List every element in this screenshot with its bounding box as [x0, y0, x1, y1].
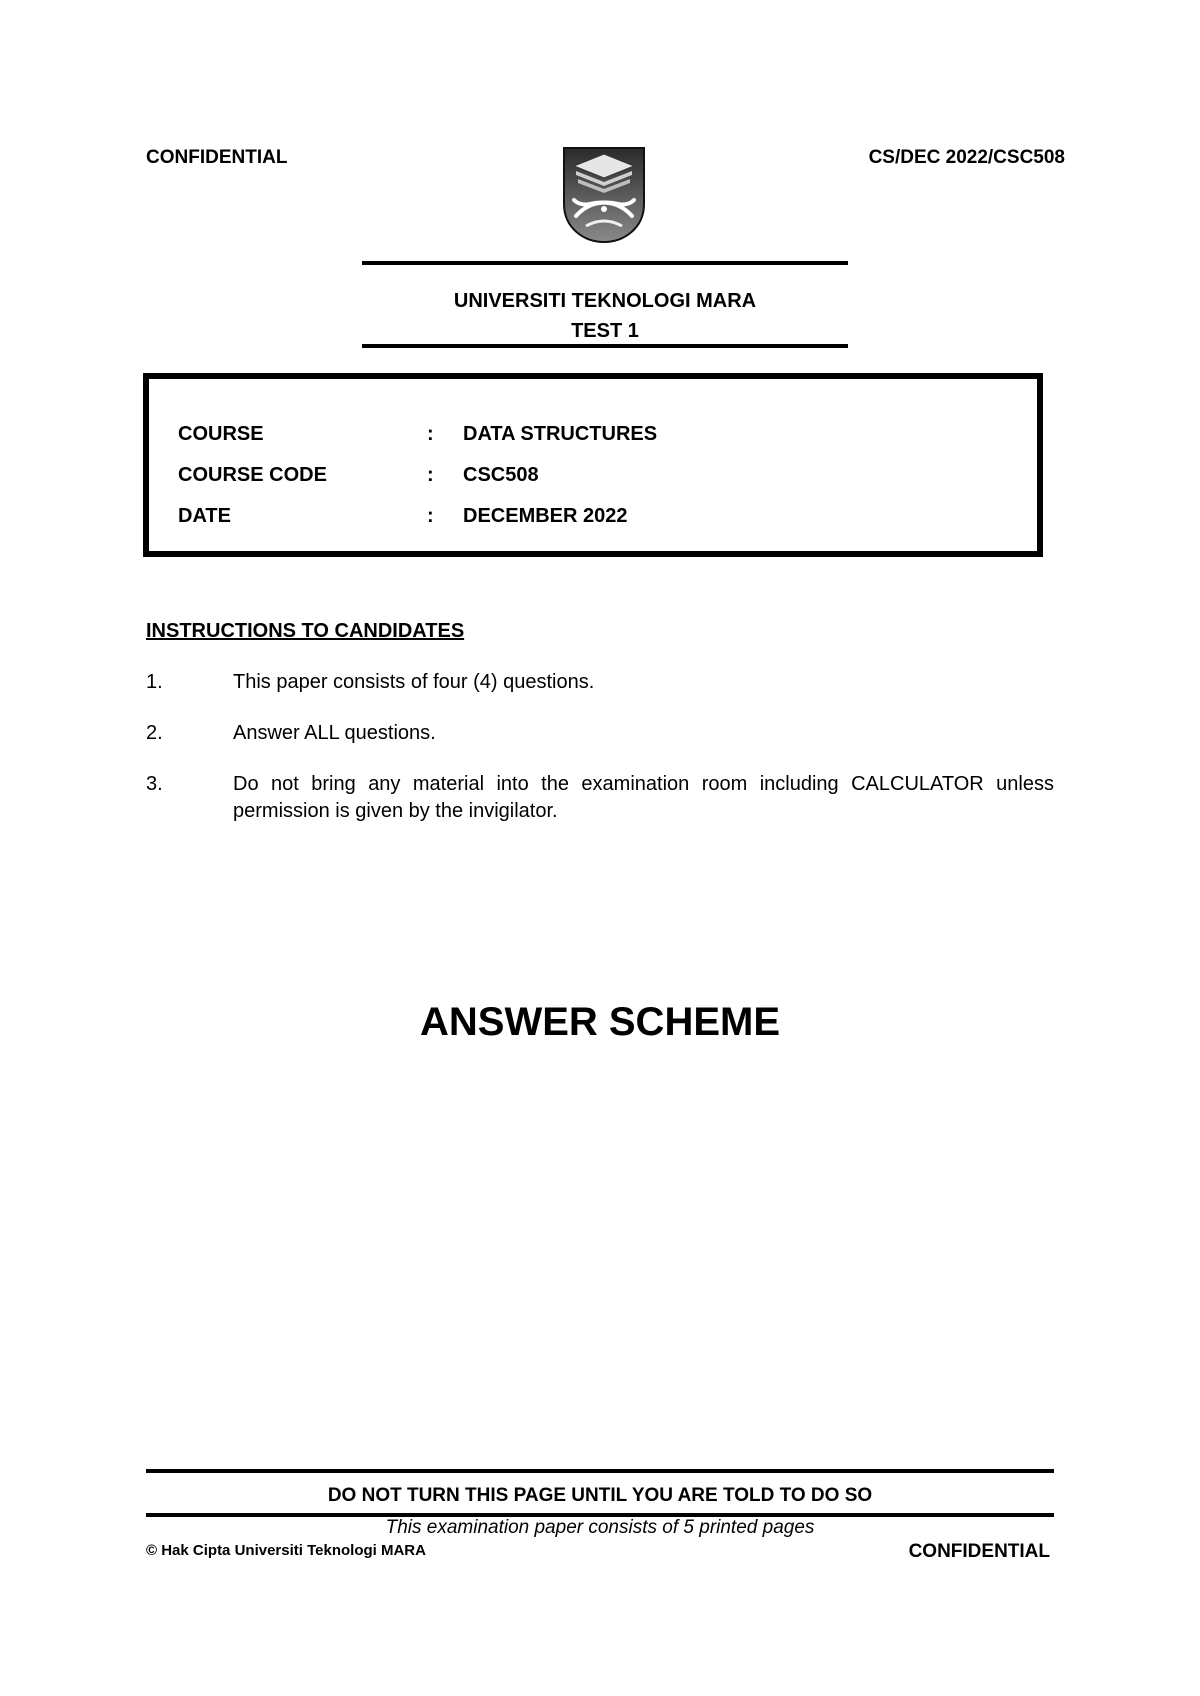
title-bottom-rule — [362, 344, 848, 348]
title-top-rule — [362, 261, 848, 265]
footer-top-rule — [146, 1469, 1054, 1473]
instruction-number: 2. — [146, 722, 163, 744]
header-confidential: CONFIDENTIAL — [146, 147, 288, 168]
footer-page-count: This examination paper consists of 5 printed pages — [385, 1517, 815, 1538]
header-paper-code: CS/DEC 2022/CSC508 — [868, 147, 1065, 168]
date-label: DATE — [178, 505, 231, 527]
course-code-value: CSC508 — [463, 464, 539, 486]
title-block — [362, 286, 848, 346]
course-code-label: COURSE CODE — [178, 464, 327, 486]
footer-copyright: © Hak Cipta Universiti Teknologi MARA — [146, 1542, 426, 1559]
course-label: COURSE — [178, 423, 264, 445]
instruction-number: 1. — [146, 671, 163, 693]
answer-scheme-title: ANSWER SCHEME — [419, 1000, 781, 1044]
course-value: DATA STRUCTURES — [463, 423, 658, 445]
instruction-item — [146, 771, 1054, 827]
course-info-box — [143, 373, 1043, 557]
footer-warning: DO NOT TURN THIS PAGE UNTIL YOU ARE TOLD TO DO SO — [327, 1485, 873, 1506]
instruction-item — [146, 720, 1054, 747]
date-separator: : — [427, 505, 434, 527]
course-separator: : — [427, 423, 434, 445]
date-value: DECEMBER 2022 — [463, 505, 628, 527]
instruction-text: Answer ALL questions. — [233, 722, 436, 744]
instruction-text: Do not bring any material into the examination room including CALCULATOR unless permission is given by the invigilator. — [233, 773, 1054, 822]
uitm-crest-logo-icon — [562, 146, 646, 244]
instruction-item — [146, 669, 1054, 696]
footer-confidential: CONFIDENTIAL — [908, 1541, 1050, 1562]
test-title: TEST 1 — [571, 320, 639, 342]
instruction-number: 3. — [146, 773, 163, 795]
instructions-heading: INSTRUCTIONS TO CANDIDATES — [146, 620, 465, 642]
course-code-separator: : — [427, 464, 434, 486]
university-name: UNIVERSITI TEKNOLOGI MARA — [453, 290, 757, 312]
instruction-text: This paper consists of four (4) questions. — [233, 671, 595, 693]
